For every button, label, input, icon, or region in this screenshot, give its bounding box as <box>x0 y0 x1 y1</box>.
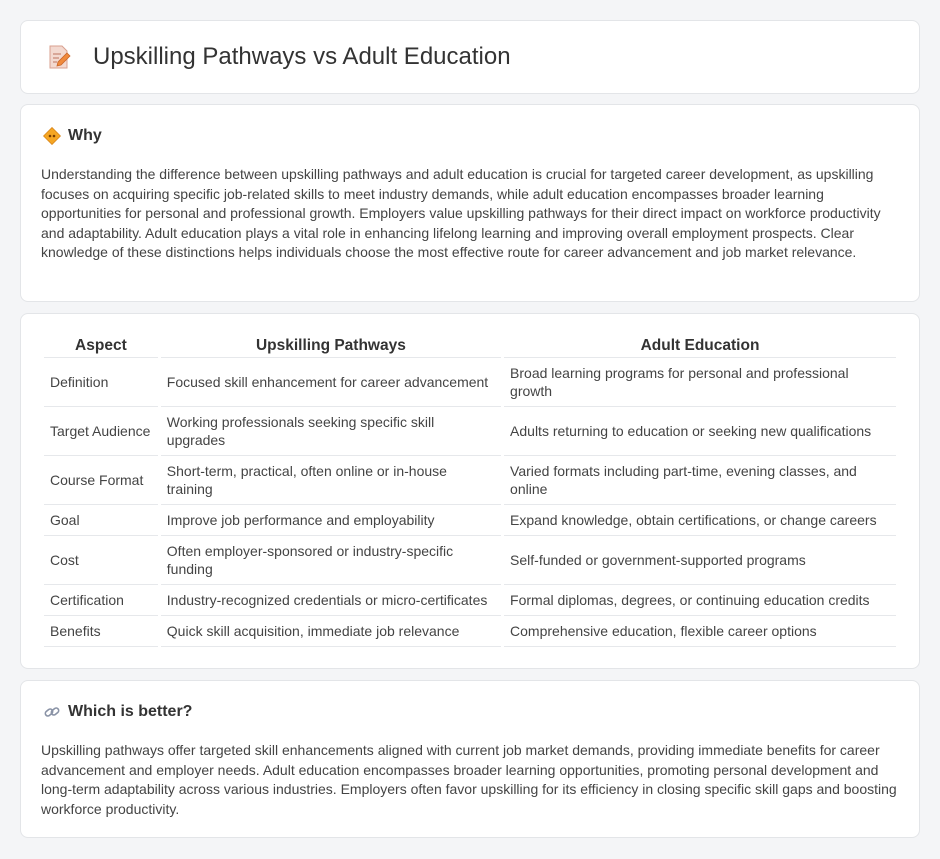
why-text: Understanding the difference between upskilling pathways and adult education is crucial for targeted career development, as upskilling focuses on acquiring specific job-related skills to meet industry demands, while adult education encompasses broader learning opportunities for personal and professional growth. Employers value upskilling pathways for their direct impact on workforce productivity and adaptability. Adult education plays a vital role in enhancing lifelong learning and improving overall employment prospects. Clear knowledge of these distinctions helps individuals choose the most effective route for career advancement and job market relevance. <box>41 166 881 260</box>
table-cell: Expand knowledge, obtain certifications, or change careers <box>504 505 896 536</box>
table-cell: Working professionals seeking specific skill upgrades <box>161 407 501 456</box>
table-row <box>44 358 896 407</box>
which-better-title: Which is better? <box>68 703 193 720</box>
table-row <box>44 407 896 456</box>
table-row <box>44 505 896 536</box>
page-title: Upskilling Pathways vs Adult Education <box>93 43 511 70</box>
column-header: Upskilling Pathways <box>161 334 501 358</box>
header-card <box>20 20 920 94</box>
table-cell: Course Format <box>44 456 158 505</box>
which-better-section <box>20 680 920 838</box>
diamond-warning-icon <box>43 127 61 145</box>
table-cell: Definition <box>44 358 158 407</box>
table-row <box>44 585 896 616</box>
document-pencil-icon <box>47 44 71 70</box>
table-cell: Target Audience <box>44 407 158 456</box>
table-cell: Comprehensive education, flexible career options <box>504 616 896 647</box>
table-cell: Short-term, practical, often online or in-house training <box>161 456 501 505</box>
table-cell: Formal diplomas, degrees, or continuing education credits <box>504 585 896 616</box>
table-cell: Goal <box>44 505 158 536</box>
table-cell: Focused skill enhancement for career advancement <box>161 358 501 407</box>
table-cell: Adults returning to education or seeking new qualifications <box>504 407 896 456</box>
table-cell: Benefits <box>44 616 158 647</box>
table-cell: Broad learning programs for personal and professional growth <box>504 358 896 407</box>
column-header: Adult Education <box>504 334 896 358</box>
table-cell: Certification <box>44 585 158 616</box>
table-row <box>44 536 896 585</box>
table-cell: Industry-recognized credentials or micro-certificates <box>161 585 501 616</box>
table-cell: Varied formats including part-time, evening classes, and online <box>504 456 896 505</box>
table-cell: Cost <box>44 536 158 585</box>
comparison-table <box>41 334 899 647</box>
why-section <box>20 104 920 302</box>
link-icon <box>43 703 61 721</box>
which-better-text: Upskilling pathways offer targeted skill enhancements aligned with current job market demands, providing immediate benefits for career advancement and employer needs. Adult education encompasses broader learning opportunities, promoting personal development and long-term adaptability across various industries. Employers often favor upskilling for its efficiency in closing specific skill gaps and boosting workforce productivity. <box>41 742 897 817</box>
comparison-card <box>20 313 920 669</box>
table-row <box>44 616 896 647</box>
table-cell: Self-funded or government-supported programs <box>504 536 896 585</box>
table-header-row <box>44 334 896 358</box>
table-cell: Often employer-sponsored or industry-specific funding <box>161 536 501 585</box>
table-cell: Quick skill acquisition, immediate job relevance <box>161 616 501 647</box>
column-header: Aspect <box>44 334 158 358</box>
table-row <box>44 456 896 505</box>
table-cell: Improve job performance and employability <box>161 505 501 536</box>
why-title: Why <box>68 127 102 144</box>
